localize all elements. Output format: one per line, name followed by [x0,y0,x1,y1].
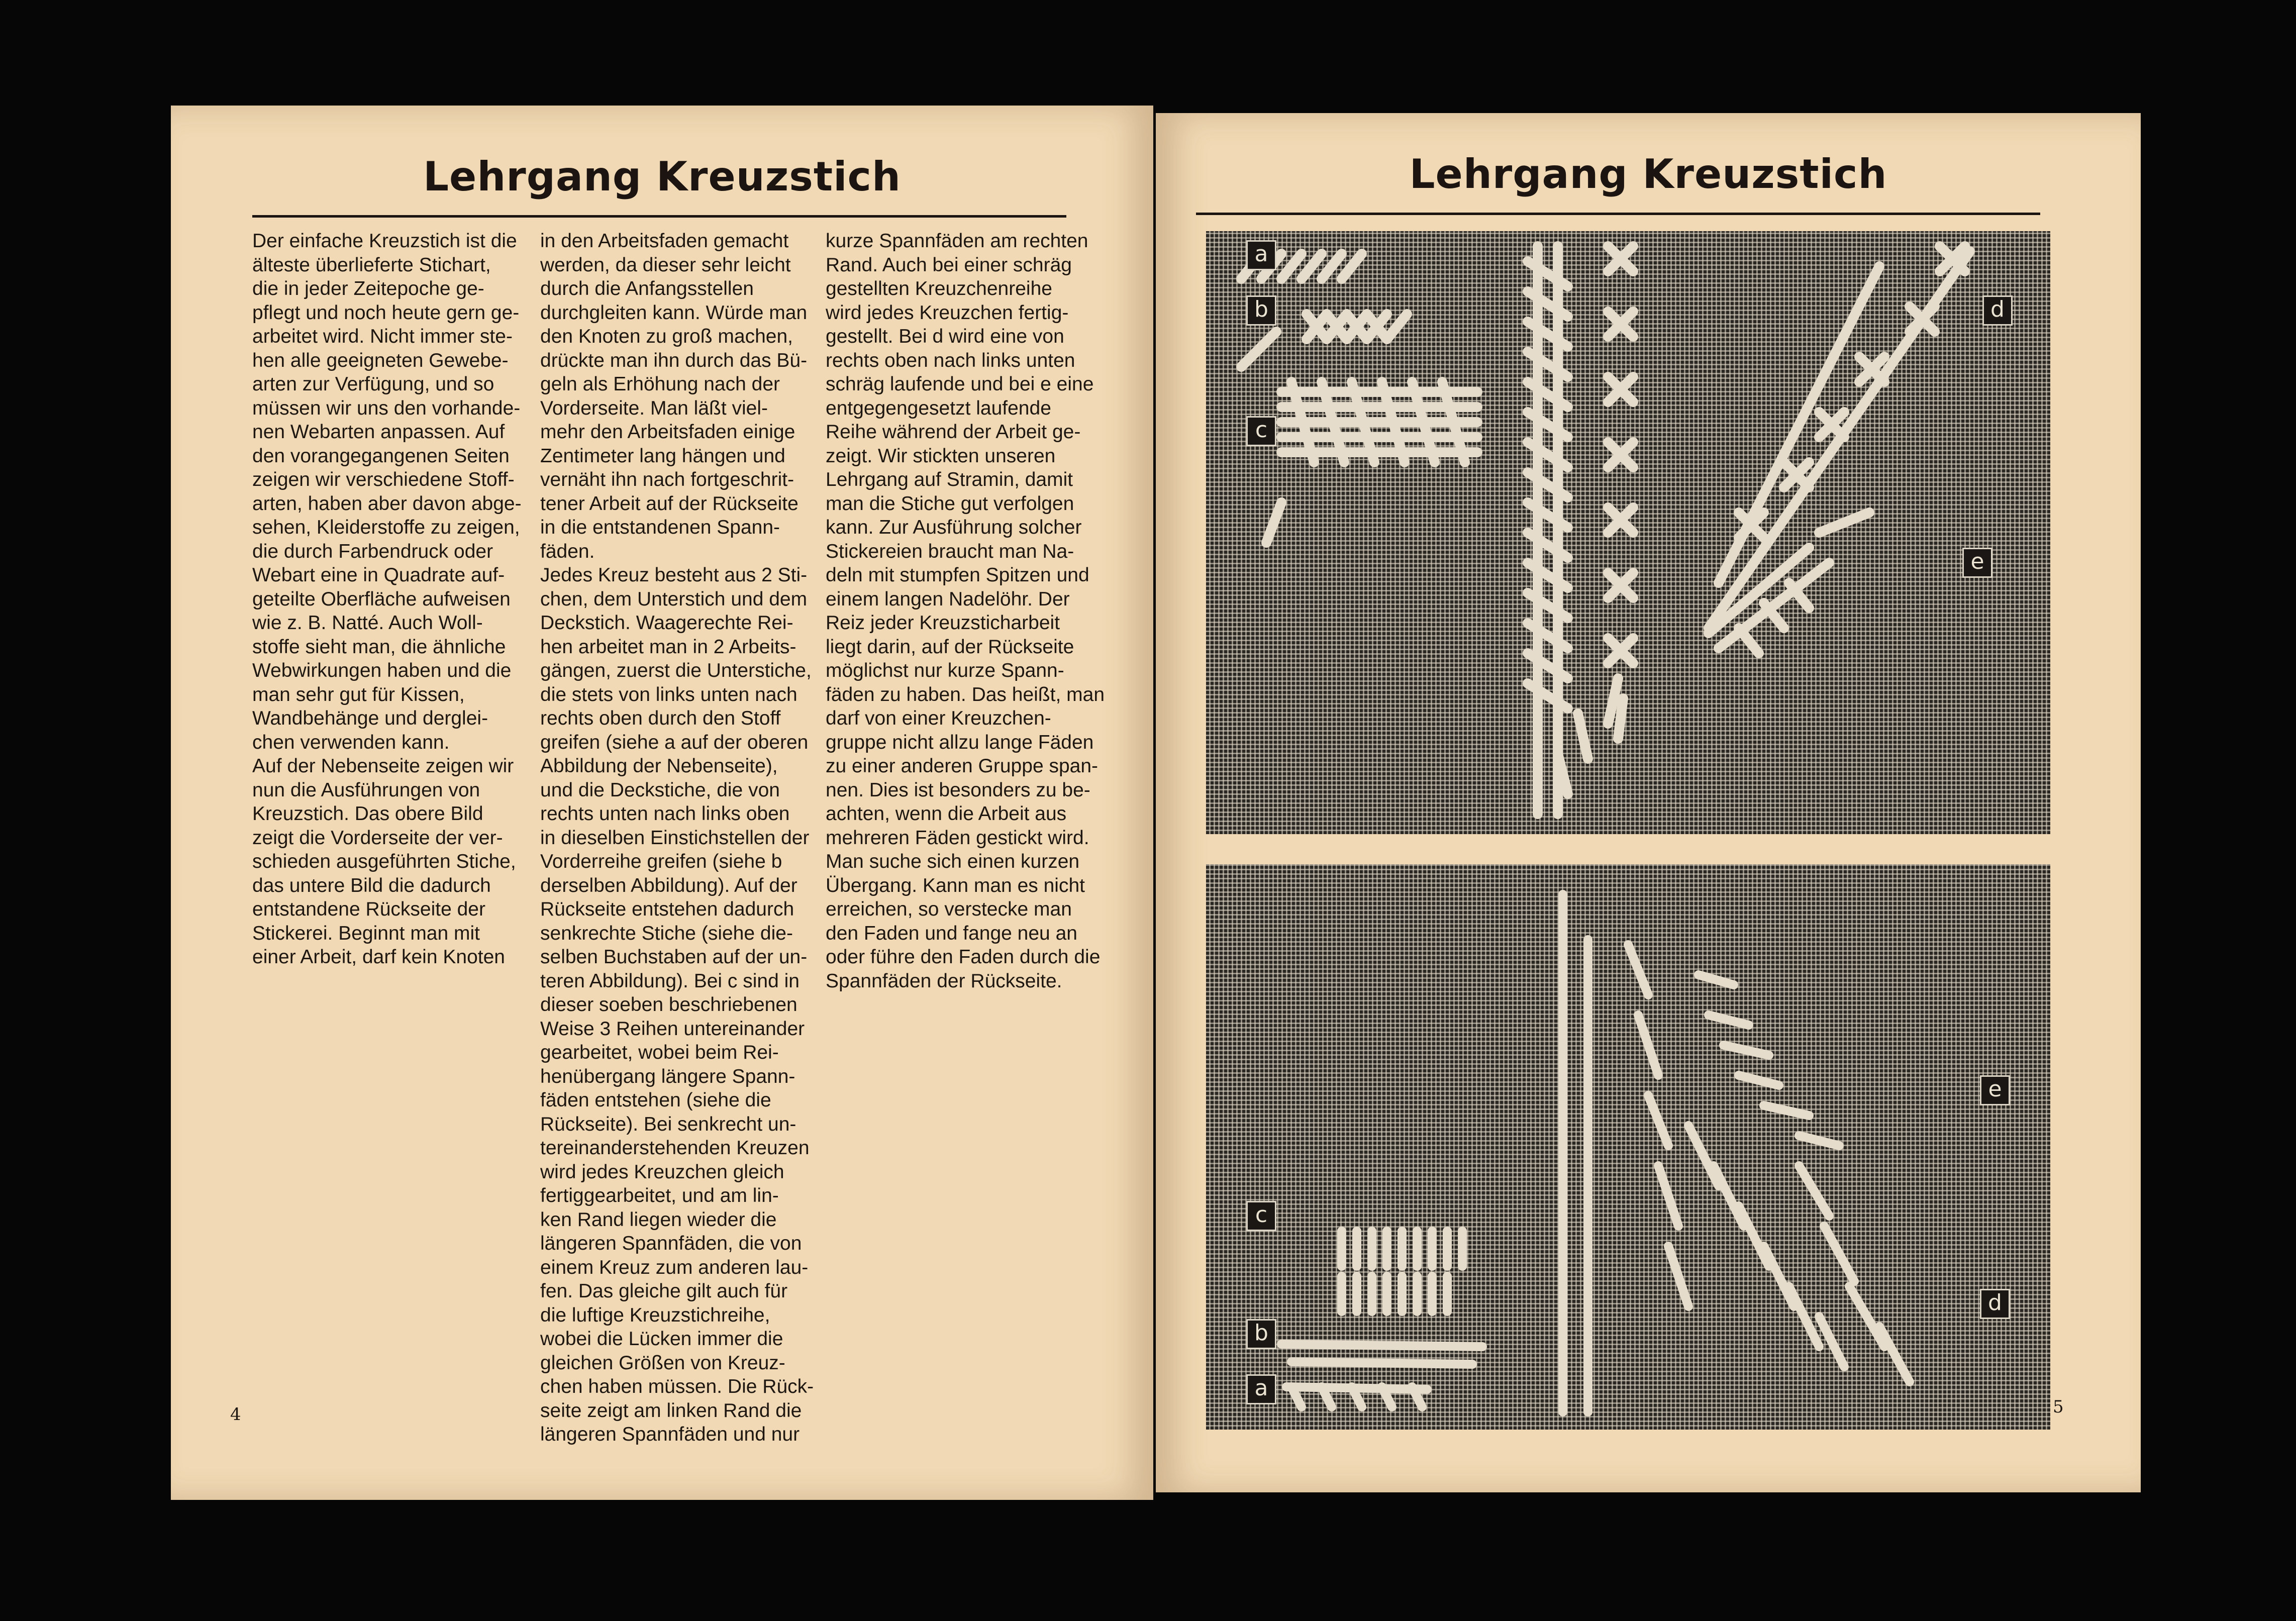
label-e: e [1962,548,1992,578]
title-rule [1196,213,2040,215]
left-page [171,106,1153,1500]
text-column-2: in den Arbeitsfaden gemacht werden, da dieser sehr leicht durch die Anfangsstellen durchgleiten kann. Würde man den Knoten zu groß machen, drückte man ihn durch das Bü- geln als Erhöhung nach der Vorderseite. Man läßt viel- mehr den Arbeitsfaden einige Zentimeter lang hängen und vernäht ihn nach fortgeschrit- tener Arbeit auf der Rückseite in die entstandenen Spann- fäden. Jedes Kreuz besteht aus 2 Sti- chen, dem Unterstich und dem Deckstich. Waagerechte Rei- hen arbeitet man in 2 Arbeits- gängen, zuerst die Unterstiche, die stets von links unten nach rechts oben durch den Stoff greifen (siehe a auf der oberen Abbildung der Nebenseite), und die Deckstiche, die von rechts unten nach links oben in dieselben Einstichstellen der Vorderreihe greifen (siehe b derselben Abbildung). Auf der Rückseite entstehen dadurch senkrechte Stiche (siehe die- selben Buchstaben auf der un- teren Abbildung). Bei c sind in dieser soeben beschriebenen Weise 3 Reihen untereinander gearbeitet, wobei beim Rei- henübergang längere Spann- fäden entstehen (siehe die Rückseite). Bei senkrecht un- tereinanderstehenden Kreuzen wird jedes Kreuzchen gleich fertiggearbeitet, und am lin- ken Rand liegen wieder die längeren Spannfäden, die von einem Kreuz zum anderen lau- fen. Das gleiche gilt auch für die luftige Kreuzstichreihe, wobei die Lücken immer die gleichen Größen von Kreuz- chen haben müssen. Die Rück- seite zeigt am linken Rand die längeren Spannfäden und nur [540,230,814,1445]
title-rule [252,215,1066,218]
page-title: Lehrgang Kreuzstich [423,153,901,200]
label-c: c [1246,416,1276,446]
photo-front-side [1206,231,2050,834]
label-b: b [1246,295,1276,326]
photo-back-side [1206,864,2050,1430]
label-d: d [1982,295,2013,326]
text-column-1: Der einfache Kreuzstich ist die älteste überlieferte Stichart, die in jeder Zeitepoche ge- pflegt und noch heute gern ge- arbeitet wird. Nicht immer ste- hen alle geeigneten Gewebe- arten zur Verfügung, und so müssen wir uns den vorhande- nen Webarten anpassen. Auf den vorangegangenen Seiten zeigen wir verschiedene Stoff- arten, haben aber davon abge- sehen, Kleiderstoffe zu zeigen, die durch Farbendruck oder Webart eine in Quadrate auf- geteilte Oberfläche aufweisen wie z. B. Natté. Auch Woll- stoffe sieht man, die ähnliche Webwirkungen haben und die man sehr gut für Kissen, Wandbehänge und derglei- chen verwenden kann. Auf der Nebenseite zeigen wir nun die Ausführungen von Kreuzstich. Das obere Bild zeigt die Vorderseite der ver- schieden ausgeführten Stiche, das untere Bild die dadurch entstandene Rückseite der Stickerei. Beginnt man mit einer Arbeit, darf kein Knoten [252,230,522,968]
label-a: a [1246,240,1276,270]
page-number: 4 [230,1404,241,1425]
right-page [1156,113,2141,1492]
label-d: d [1980,1289,2010,1319]
page-title: Lehrgang Kreuzstich [1409,151,1887,197]
label-e: e [1980,1075,2010,1105]
stitch-illustration-front [1206,231,2050,834]
label-c: c [1246,1201,1276,1231]
page-number: 5 [2053,1397,2064,1417]
text-column-3: kurze Spannfäden am rechten Rand. Auch bei einer schräg gestellten Kreuzchenreihe wird jedes Kreuzchen fertig- gestellt. Bei d wird eine von rechts oben nach links unten schräg laufende und bei e eine entgegengesetzt laufende Reihe während der Arbeit ge- zeigt. Wir stickten unseren Lehrgang auf Stramin, damit man die Stiche gut verfolgen kann. Zur Ausführung solcher Stickereien braucht man Na- deln mit stumpfen Spitzen und einem langen Nadelöhr. Der Reiz jeder Kreuzsticharbeit liegt darin, auf der Rückseite möglichst nur kurze Spann- fäden zu haben. Das heißt, man darf von einer Kreuzchen- gruppe nicht allzu lange Fäden zu einer anderen Gruppe span- nen. Dies ist besonders zu be- achten, wenn die Arbeit aus mehreren Fäden gestickt wird. Man suche sich einen kurzen Übergang. Kann man es nicht erreichen, so verstecke man den Faden und fange neu an oder führe den Faden durch die Spannfäden der Rückseite. [826,230,1105,992]
label-a: a [1246,1374,1276,1404]
label-b: b [1246,1319,1276,1349]
stitch-illustration-back [1206,864,2050,1430]
